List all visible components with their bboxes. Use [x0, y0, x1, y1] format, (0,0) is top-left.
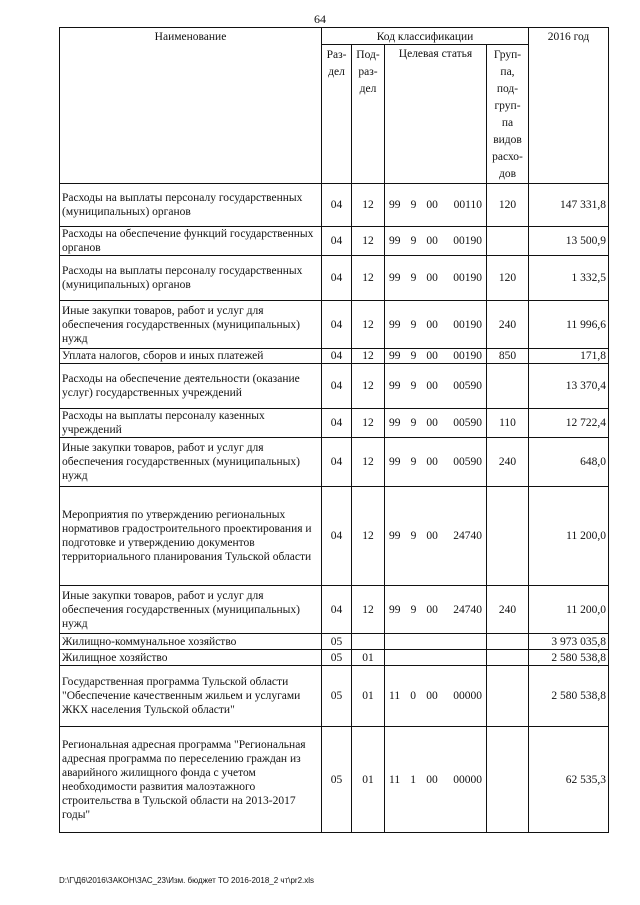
row-target [385, 487, 487, 586]
row-amount: 11 996,6 [529, 301, 609, 349]
row-amount: 2 580 538,8 [529, 650, 609, 666]
target-event: 00 [426, 199, 438, 211]
target-program: 99 [389, 456, 401, 468]
row-target [385, 727, 487, 833]
target-subprogram: 9 [410, 318, 417, 331]
row-amount: 147 331,8 [529, 184, 609, 227]
row-target [385, 634, 487, 650]
target-direction: 00110 [453, 199, 482, 211]
row-expense-group: 120 [487, 256, 529, 301]
row-expense-group [487, 634, 529, 650]
target-program: 99 [389, 380, 401, 392]
row-expense-group [487, 364, 529, 409]
target-event: 00 [426, 380, 438, 392]
table-row [60, 634, 609, 650]
row-expense-group: 240 [487, 438, 529, 487]
row-expense-group: 120 [487, 184, 529, 227]
row-section: 05 [322, 634, 352, 650]
row-target [385, 184, 487, 227]
target-program: 99 [389, 199, 401, 211]
table-row [60, 227, 609, 256]
target-program: 99 [389, 530, 401, 542]
target-direction: 00000 [453, 690, 482, 702]
row-section: 05 [322, 666, 352, 727]
row-target [385, 256, 487, 301]
row-name: Региональная адресная программа "Региональная адресная программа по переселению граждан из аварийного жилищного фонда с учетом необходимости развития малоэтажного строительства в Тульской области на 2013-2017 годы" [60, 727, 322, 833]
row-amount: 171,8 [529, 349, 609, 364]
target-direction: 24740 [453, 530, 482, 542]
row-subsection: 12 [352, 438, 385, 487]
row-subsection: 12 [352, 227, 385, 256]
header-section: Раз- дел [322, 45, 352, 184]
target-program: 11 [389, 773, 401, 786]
row-amount: 11 200,0 [529, 487, 609, 586]
target-event: 00 [426, 456, 438, 468]
row-name: Иные закупки товаров, работ и услуг для обеспечения государственных (муниципальных) нужд [60, 438, 322, 487]
row-name: Государственная программа Тульской области "Обеспечение качественным жильем и услугами ЖКХ населения Тульской области" [60, 666, 322, 727]
target-program: 99 [389, 235, 401, 247]
table-row [60, 438, 609, 487]
target-event: 00 [426, 318, 438, 331]
row-amount: 1 332,5 [529, 256, 609, 301]
target-direction: 24740 [453, 603, 482, 616]
header-code: Код классификации [322, 28, 529, 45]
row-section: 04 [322, 227, 352, 256]
header-target: Целевая статья [385, 45, 487, 184]
target-subprogram: 9 [410, 235, 417, 247]
target-event: 00 [426, 603, 438, 616]
row-section: 04 [322, 364, 352, 409]
target-direction: 00590 [453, 417, 482, 429]
target-subprogram: 9 [410, 456, 417, 468]
target-subprogram: 9 [410, 350, 417, 362]
row-subsection: 12 [352, 349, 385, 364]
target-event: 00 [426, 272, 438, 284]
target-subprogram: 9 [410, 417, 417, 429]
row-amount: 3 973 035,8 [529, 634, 609, 650]
row-section: 04 [322, 438, 352, 487]
table-body [60, 184, 609, 833]
row-expense-group: 850 [487, 349, 529, 364]
row-expense-group [487, 727, 529, 833]
row-name: Мероприятия по утверждению региональных нормативов градостроительного проектирования и подготовке и утверждению документов территориального планирования Тульской области [60, 487, 322, 586]
row-section: 04 [322, 256, 352, 301]
target-subprogram: 9 [410, 380, 417, 392]
target-subprogram: 9 [410, 530, 417, 542]
row-target [385, 301, 487, 349]
row-section: 04 [322, 586, 352, 634]
row-amount: 648,0 [529, 438, 609, 487]
row-target [385, 349, 487, 364]
row-name: Иные закупки товаров, работ и услуг для обеспечения государственных (муниципальных) нужд [60, 586, 322, 634]
row-name: Уплата налогов, сборов и иных платежей [60, 349, 322, 364]
row-name: Жилищно-коммунальное хозяйство [60, 634, 322, 650]
row-amount: 11 200,0 [529, 586, 609, 634]
target-subprogram: 1 [410, 773, 417, 786]
row-target [385, 650, 487, 666]
table-row [60, 586, 609, 634]
target-event: 00 [426, 350, 438, 362]
row-section: 04 [322, 409, 352, 438]
row-amount: 13 500,9 [529, 227, 609, 256]
header-group: Груп- па, под- груп- па видов расхо- дов [487, 45, 529, 184]
row-name: Расходы на обеспечение функций государственных органов [60, 227, 322, 256]
table-row [60, 650, 609, 666]
table-row [60, 301, 609, 349]
row-subsection: 12 [352, 301, 385, 349]
row-target [385, 364, 487, 409]
target-subprogram: 9 [410, 603, 417, 616]
table-row [60, 364, 609, 409]
row-subsection: 12 [352, 586, 385, 634]
target-direction: 00190 [453, 272, 482, 284]
row-subsection: 12 [352, 409, 385, 438]
row-subsection: 12 [352, 256, 385, 301]
target-event: 00 [426, 690, 438, 702]
table-row [60, 666, 609, 727]
target-event: 00 [426, 417, 438, 429]
table-row [60, 349, 609, 364]
target-event: 00 [426, 530, 438, 542]
target-program: 99 [389, 350, 401, 362]
row-subsection: 12 [352, 487, 385, 586]
row-section: 05 [322, 727, 352, 833]
table-row [60, 184, 609, 227]
target-event: 00 [426, 235, 438, 247]
header-year: 2016 год [529, 28, 609, 184]
row-subsection: 12 [352, 364, 385, 409]
row-expense-group [487, 487, 529, 586]
row-expense-group [487, 650, 529, 666]
row-name: Расходы на выплаты персоналу государственных (муниципальных) органов [60, 184, 322, 227]
row-target [385, 438, 487, 487]
row-section: 04 [322, 184, 352, 227]
row-target [385, 227, 487, 256]
row-section: 04 [322, 349, 352, 364]
row-expense-group [487, 227, 529, 256]
row-target [385, 666, 487, 727]
target-subprogram: 9 [410, 199, 417, 211]
row-amount: 2 580 538,8 [529, 666, 609, 727]
target-subprogram: 0 [410, 690, 417, 702]
row-subsection: 01 [352, 650, 385, 666]
row-expense-group [487, 666, 529, 727]
target-direction: 00190 [453, 350, 482, 362]
row-expense-group: 240 [487, 301, 529, 349]
target-program: 99 [389, 603, 401, 616]
row-target [385, 586, 487, 634]
row-section: 04 [322, 487, 352, 586]
target-direction: 00190 [453, 235, 482, 247]
target-program: 11 [389, 690, 401, 702]
row-section: 04 [322, 301, 352, 349]
table-header [60, 28, 609, 184]
row-amount: 12 722,4 [529, 409, 609, 438]
target-direction: 00590 [453, 456, 482, 468]
target-direction: 00000 [453, 773, 482, 786]
target-program: 99 [389, 272, 401, 284]
table-row [60, 409, 609, 438]
table-row [60, 727, 609, 833]
row-name: Расходы на выплаты персоналу казенных учреждений [60, 409, 322, 438]
row-section: 05 [322, 650, 352, 666]
row-subsection [352, 634, 385, 650]
row-name: Иные закупки товаров, работ и услуг для обеспечения государственных (муниципальных) нужд [60, 301, 322, 349]
header-name: Наименование [60, 28, 322, 184]
row-amount: 13 370,4 [529, 364, 609, 409]
target-subprogram: 9 [410, 272, 417, 284]
target-event: 00 [426, 773, 438, 786]
target-direction: 00590 [453, 380, 482, 392]
target-program: 99 [389, 318, 401, 331]
budget-table [59, 27, 609, 833]
table-row [60, 487, 609, 586]
row-name: Жилищное хозяйство [60, 650, 322, 666]
target-direction: 00190 [453, 318, 482, 331]
row-name: Расходы на выплаты персоналу государственных (муниципальных) органов [60, 256, 322, 301]
row-subsection: 12 [352, 184, 385, 227]
row-amount: 62 535,3 [529, 727, 609, 833]
page-number: 64 [314, 12, 326, 26]
row-expense-group: 110 [487, 409, 529, 438]
file-path-footer: D:\Г\Д6\2016\ЗАКОН\ЗАС_23\Изм. бюджет ТО 2016-2018_2 чт\pr2.xls [59, 876, 315, 885]
row-expense-group: 240 [487, 586, 529, 634]
target-program: 99 [389, 417, 401, 429]
row-subsection: 01 [352, 666, 385, 727]
row-subsection: 01 [352, 727, 385, 833]
header-subsection: Под- раз- дел [352, 45, 385, 184]
row-name: Расходы на обеспечение деятельности (оказание услуг) государственных учреждений [60, 364, 322, 409]
row-target [385, 409, 487, 438]
table-row [60, 256, 609, 301]
